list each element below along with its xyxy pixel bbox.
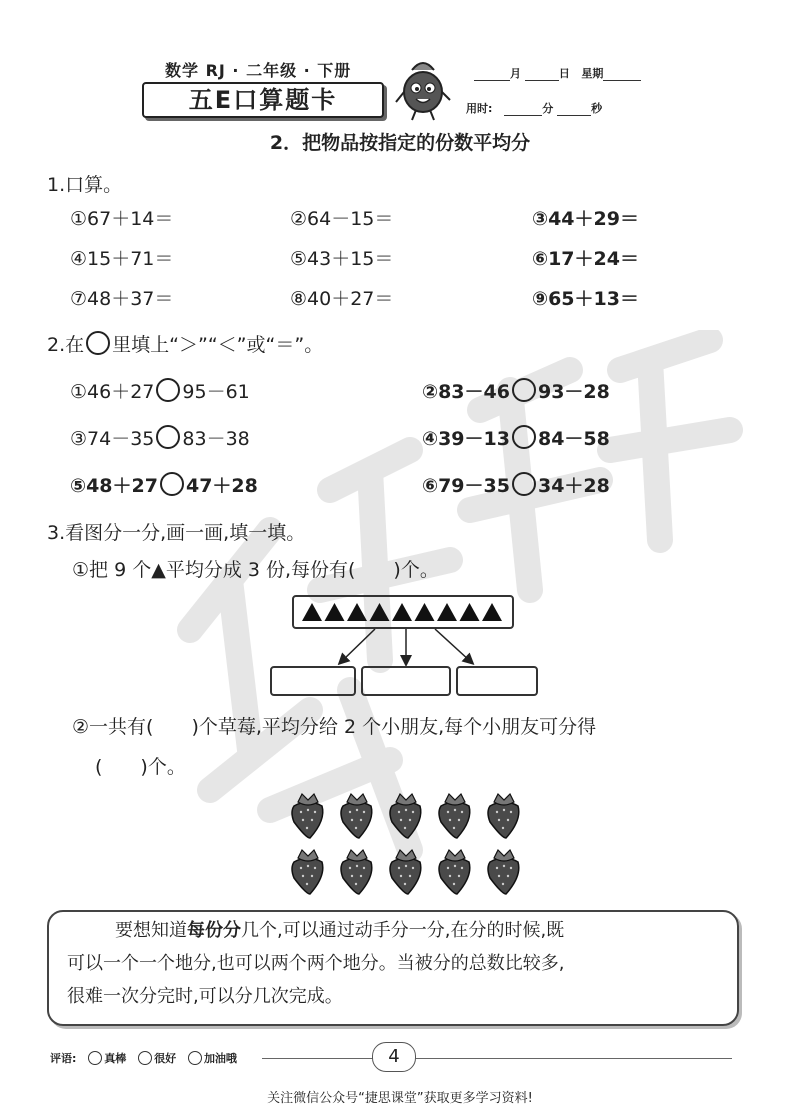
cheer-face-icon <box>188 1051 202 1065</box>
q2-left-expression: ④39－13 <box>422 428 510 450</box>
strawberry-icon <box>484 790 524 840</box>
compare-circle-input[interactable] <box>156 378 180 402</box>
tip-line-1 <box>115 917 564 945</box>
eval-option-1: 真棒 <box>104 1052 127 1065</box>
q1-item: ⑥17＋24＝ <box>532 248 639 270</box>
q1-title: 1.口算。 <box>47 174 123 196</box>
strawberry-icon <box>288 846 328 896</box>
tip-line-3: 很难一次分完时,可以分几次完成。 <box>67 986 343 1007</box>
triangle-icon <box>347 603 367 621</box>
strawberry-icon <box>484 846 524 896</box>
triangle-icon <box>302 603 322 621</box>
q2-left-expression: ①46＋27 <box>70 381 155 403</box>
compare-circle-input[interactable] <box>512 472 536 496</box>
strawberry-icon <box>288 790 328 840</box>
q1-item: ②64－15＝ <box>290 208 394 230</box>
q3-part1: ①把 9 个▲平均分成 3 份,每份有( )个。 <box>72 559 439 581</box>
q2-title-pre: 2.在 <box>47 334 85 356</box>
compare-circle-icon <box>86 331 110 355</box>
q2-item <box>70 424 250 451</box>
q2-item <box>422 424 610 451</box>
compare-circle-input[interactable] <box>512 425 536 449</box>
q3-part2-line2: ( )个。 <box>95 756 186 778</box>
triangle-icon <box>325 603 345 621</box>
strawberry-icon <box>435 846 475 896</box>
footer-divider <box>262 1058 732 1059</box>
tip-box <box>47 910 739 1026</box>
strawberry-icon <box>337 790 377 840</box>
strawberry-icon <box>386 846 426 896</box>
q2-left-expression: ⑤48＋27 <box>70 475 158 497</box>
q2-left-expression: ②83－46 <box>422 381 510 403</box>
q1-item: ⑤43＋15＝ <box>290 248 394 270</box>
smile-face-icon <box>88 1051 102 1065</box>
page-number: 4 <box>372 1042 416 1072</box>
answer-box-1[interactable] <box>270 666 356 696</box>
q2-left-expression: ⑥79－35 <box>422 475 510 497</box>
time-label: 用时: <box>466 102 493 115</box>
q1-item: ③44＋29＝ <box>532 208 639 230</box>
tip-line1-bold: 每份分 <box>187 920 241 941</box>
triangle-icon <box>437 603 457 621</box>
eval-option-3: 加油哦 <box>203 1052 237 1065</box>
q2-right-expression: 84－58 <box>537 428 610 450</box>
q2-right-expression: 83－38 <box>182 428 250 450</box>
q1-item: ⑨65＋13＝ <box>532 288 639 310</box>
triangle-row <box>294 597 512 627</box>
q1-item: ⑧40＋27＝ <box>290 288 394 310</box>
minute-label: 分 <box>542 102 554 115</box>
q2-right-expression: 47＋28 <box>185 475 258 497</box>
evaluation <box>50 1050 237 1066</box>
q1-item: ⑦48＋37＝ <box>70 288 174 310</box>
banner-title: 五E口算题卡 <box>142 82 384 118</box>
bottom-note: 关注微信公众号“捷思课堂”获取更多学习资料! <box>267 1091 533 1106</box>
month-label: 月 <box>510 67 521 80</box>
compare-circle-input[interactable] <box>512 378 536 402</box>
subject-label: 数学 RJ · 二年级 · 下册 <box>165 61 352 80</box>
q2-right-expression: 34＋28 <box>537 475 610 497</box>
eval-option-2: 很好 <box>154 1052 177 1065</box>
q2-right-expression: 95－61 <box>182 381 250 403</box>
strawberry-icon <box>337 846 377 896</box>
q2-item <box>422 377 610 404</box>
time-line <box>466 100 602 116</box>
triangle-icon <box>392 603 412 621</box>
triangle-box <box>292 595 514 629</box>
date-line <box>474 65 641 81</box>
q2-left-expression: ③74－35 <box>70 428 155 450</box>
q2-item <box>70 377 250 404</box>
q2-right-expression: 93－28 <box>537 381 610 403</box>
strawberry-icon <box>435 790 475 840</box>
q3-part2-line1: ②一共有( )个草莓,平均分给 2 个小朋友,每个小朋友可分得 <box>72 716 597 738</box>
answer-box-3[interactable] <box>456 666 538 696</box>
happy-face-icon <box>138 1051 152 1065</box>
day-label: 日 <box>558 67 570 80</box>
q1-item: ④15＋71＝ <box>70 248 174 270</box>
triangle-icon <box>415 603 435 621</box>
strawberry-icon <box>386 790 426 840</box>
q2-item <box>422 471 610 498</box>
triangle-icon <box>482 603 502 621</box>
answer-box-2[interactable] <box>361 666 451 696</box>
compare-circle-input[interactable] <box>156 425 180 449</box>
eval-label: 评语: <box>50 1052 77 1065</box>
q2-item <box>70 471 258 498</box>
q3-title: 3.看图分一分,画一画,填一填。 <box>47 522 306 544</box>
q1-item: ①67＋14＝ <box>70 208 174 230</box>
tip-line1-pre: 要想知道 <box>115 920 187 941</box>
tip-line1-post: 几个,可以通过动手分一分,在分的时候,既 <box>241 920 565 941</box>
split-arrows <box>330 627 480 667</box>
triangle-icon <box>460 603 480 621</box>
q2-title <box>47 330 323 357</box>
second-label: 秒 <box>591 102 603 115</box>
triangle-icon <box>370 603 390 621</box>
weekday-label: 星期 <box>581 67 604 80</box>
mascot-icon <box>392 52 454 122</box>
lesson-title: 2．把物品按指定的份数平均分 <box>269 132 531 154</box>
compare-circle-input[interactable] <box>160 472 184 496</box>
tip-line-2: 可以一个一个地分,也可以两个两个地分。当被分的总数比较多, <box>67 953 565 974</box>
q2-title-post: 里填上“＞”“＜”或“＝”。 <box>112 334 324 356</box>
